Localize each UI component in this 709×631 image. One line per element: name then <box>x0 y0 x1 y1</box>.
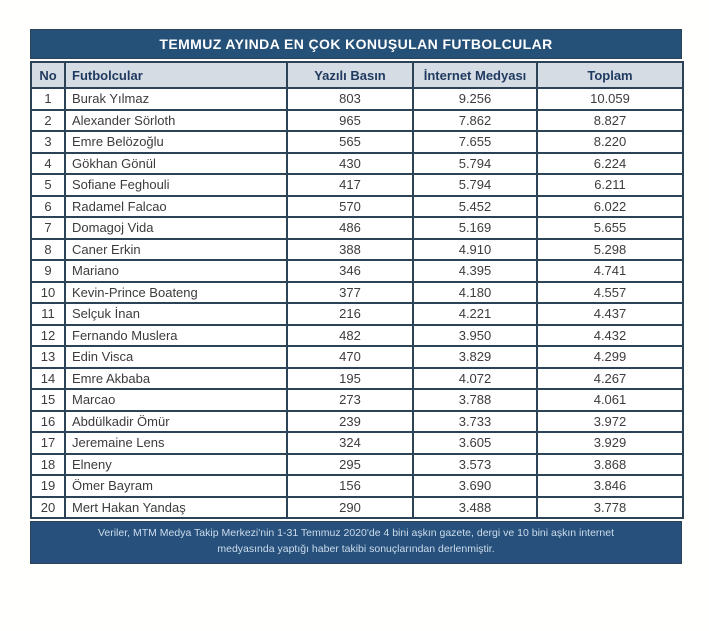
cell-print-count: 216 <box>287 303 413 325</box>
cell-internet-count: 4.180 <box>413 282 537 304</box>
cell-rank: 14 <box>31 368 65 390</box>
cell-rank: 19 <box>31 475 65 497</box>
cell-total-count: 3.846 <box>537 475 683 497</box>
cell-print-count: 295 <box>287 454 413 476</box>
cell-print-count: 156 <box>287 475 413 497</box>
cell-print-count: 290 <box>287 497 413 519</box>
cell-total-count: 8.827 <box>537 110 683 132</box>
cell-player-name: Domagoj Vida <box>65 217 287 239</box>
cell-player-name: Alexander Sörloth <box>65 110 287 132</box>
cell-player-name: Selçuk İnan <box>65 303 287 325</box>
cell-player-name: Abdülkadir Ömür <box>65 411 287 433</box>
cell-print-count: 570 <box>287 196 413 218</box>
table-row <box>31 88 683 110</box>
cell-rank: 11 <box>31 303 65 325</box>
cell-rank: 15 <box>31 389 65 411</box>
cell-rank: 10 <box>31 282 65 304</box>
cell-print-count: 486 <box>287 217 413 239</box>
players-table <box>30 61 684 519</box>
header-total: Toplam <box>537 62 683 88</box>
cell-player-name: Fernando Muslera <box>65 325 287 347</box>
cell-internet-count: 9.256 <box>413 88 537 110</box>
cell-print-count: 565 <box>287 131 413 153</box>
cell-rank: 20 <box>31 497 65 519</box>
cell-player-name: Marcao <box>65 389 287 411</box>
cell-player-name: Emre Akbaba <box>65 368 287 390</box>
cell-print-count: 195 <box>287 368 413 390</box>
cell-print-count: 239 <box>287 411 413 433</box>
table-row <box>31 260 683 282</box>
table-row <box>31 303 683 325</box>
cell-player-name: Mariano <box>65 260 287 282</box>
cell-print-count: 965 <box>287 110 413 132</box>
cell-print-count: 324 <box>287 432 413 454</box>
cell-total-count: 4.741 <box>537 260 683 282</box>
cell-total-count: 8.220 <box>537 131 683 153</box>
cell-rank: 1 <box>31 88 65 110</box>
cell-print-count: 388 <box>287 239 413 261</box>
cell-player-name: Ömer Bayram <box>65 475 287 497</box>
table-row <box>31 497 683 519</box>
table-row <box>31 411 683 433</box>
cell-total-count: 4.437 <box>537 303 683 325</box>
cell-total-count: 4.299 <box>537 346 683 368</box>
cell-rank: 18 <box>31 454 65 476</box>
cell-internet-count: 3.573 <box>413 454 537 476</box>
table-row <box>31 454 683 476</box>
cell-internet-count: 3.605 <box>413 432 537 454</box>
header-internet: İnternet Medyası <box>413 62 537 88</box>
cell-player-name: Radamel Falcao <box>65 196 287 218</box>
table-row <box>31 174 683 196</box>
table-row <box>31 325 683 347</box>
cell-total-count: 4.557 <box>537 282 683 304</box>
table-row <box>31 110 683 132</box>
cell-rank: 8 <box>31 239 65 261</box>
table-row <box>31 217 683 239</box>
cell-print-count: 470 <box>287 346 413 368</box>
cell-total-count: 6.224 <box>537 153 683 175</box>
cell-total-count: 4.267 <box>537 368 683 390</box>
stats-board <box>30 29 682 564</box>
cell-internet-count: 3.488 <box>413 497 537 519</box>
cell-rank: 13 <box>31 346 65 368</box>
cell-rank: 9 <box>31 260 65 282</box>
cell-internet-count: 5.452 <box>413 196 537 218</box>
table-row <box>31 346 683 368</box>
cell-rank: 17 <box>31 432 65 454</box>
table-row <box>31 131 683 153</box>
cell-print-count: 430 <box>287 153 413 175</box>
cell-internet-count: 4.072 <box>413 368 537 390</box>
cell-print-count: 346 <box>287 260 413 282</box>
table-title: TEMMUZ AYINDA EN ÇOK KONUŞULAN FUTBOLCULAR <box>30 29 682 59</box>
table-body <box>31 88 683 518</box>
cell-total-count: 3.929 <box>537 432 683 454</box>
cell-total-count: 4.432 <box>537 325 683 347</box>
cell-rank: 2 <box>31 110 65 132</box>
cell-internet-count: 3.788 <box>413 389 537 411</box>
cell-rank: 3 <box>31 131 65 153</box>
cell-internet-count: 4.395 <box>413 260 537 282</box>
cell-internet-count: 3.690 <box>413 475 537 497</box>
cell-total-count: 10.059 <box>537 88 683 110</box>
cell-rank: 4 <box>31 153 65 175</box>
cell-internet-count: 3.829 <box>413 346 537 368</box>
cell-total-count: 5.298 <box>537 239 683 261</box>
cell-total-count: 6.211 <box>537 174 683 196</box>
cell-rank: 16 <box>31 411 65 433</box>
cell-print-count: 417 <box>287 174 413 196</box>
table-header <box>31 62 683 88</box>
cell-internet-count: 4.221 <box>413 303 537 325</box>
cell-player-name: Gökhan Gönül <box>65 153 287 175</box>
cell-print-count: 482 <box>287 325 413 347</box>
table-row <box>31 282 683 304</box>
cell-total-count: 5.655 <box>537 217 683 239</box>
table-row <box>31 368 683 390</box>
cell-rank: 12 <box>31 325 65 347</box>
cell-rank: 7 <box>31 217 65 239</box>
header-no: No <box>31 62 65 88</box>
cell-total-count: 3.972 <box>537 411 683 433</box>
table-row <box>31 196 683 218</box>
cell-player-name: Jeremaine Lens <box>65 432 287 454</box>
cell-print-count: 803 <box>287 88 413 110</box>
table-row <box>31 153 683 175</box>
cell-total-count: 3.778 <box>537 497 683 519</box>
table-row <box>31 389 683 411</box>
table-row <box>31 475 683 497</box>
cell-rank: 6 <box>31 196 65 218</box>
cell-player-name: Kevin-Prince Boateng <box>65 282 287 304</box>
cell-total-count: 6.022 <box>537 196 683 218</box>
cell-internet-count: 4.910 <box>413 239 537 261</box>
cell-print-count: 377 <box>287 282 413 304</box>
cell-player-name: Elneny <box>65 454 287 476</box>
cell-player-name: Caner Erkin <box>65 239 287 261</box>
footer-note: Veriler, MTM Medya Takip Merkezi'nin 1-31 Temmuz 2020'de 4 bini aşkın gazete, dergi ve 10 bini aşkın internet medyasında yaptığı haber takibi sonuçlarından derlenmiştir. <box>30 521 682 564</box>
cell-player-name: Sofiane Feghouli <box>65 174 287 196</box>
cell-internet-count: 3.733 <box>413 411 537 433</box>
header-player: Futbolcular <box>65 62 287 88</box>
cell-player-name: Burak Yılmaz <box>65 88 287 110</box>
cell-internet-count: 5.794 <box>413 174 537 196</box>
cell-internet-count: 7.862 <box>413 110 537 132</box>
cell-print-count: 273 <box>287 389 413 411</box>
table-row <box>31 432 683 454</box>
cell-internet-count: 5.794 <box>413 153 537 175</box>
cell-internet-count: 7.655 <box>413 131 537 153</box>
cell-internet-count: 3.950 <box>413 325 537 347</box>
cell-total-count: 3.868 <box>537 454 683 476</box>
cell-player-name: Emre Belözoğlu <box>65 131 287 153</box>
table-row <box>31 239 683 261</box>
cell-internet-count: 5.169 <box>413 217 537 239</box>
cell-player-name: Edin Visca <box>65 346 287 368</box>
header-print: Yazılı Basın <box>287 62 413 88</box>
cell-rank: 5 <box>31 174 65 196</box>
cell-total-count: 4.061 <box>537 389 683 411</box>
cell-player-name: Mert Hakan Yandaş <box>65 497 287 519</box>
header-row <box>31 62 683 88</box>
